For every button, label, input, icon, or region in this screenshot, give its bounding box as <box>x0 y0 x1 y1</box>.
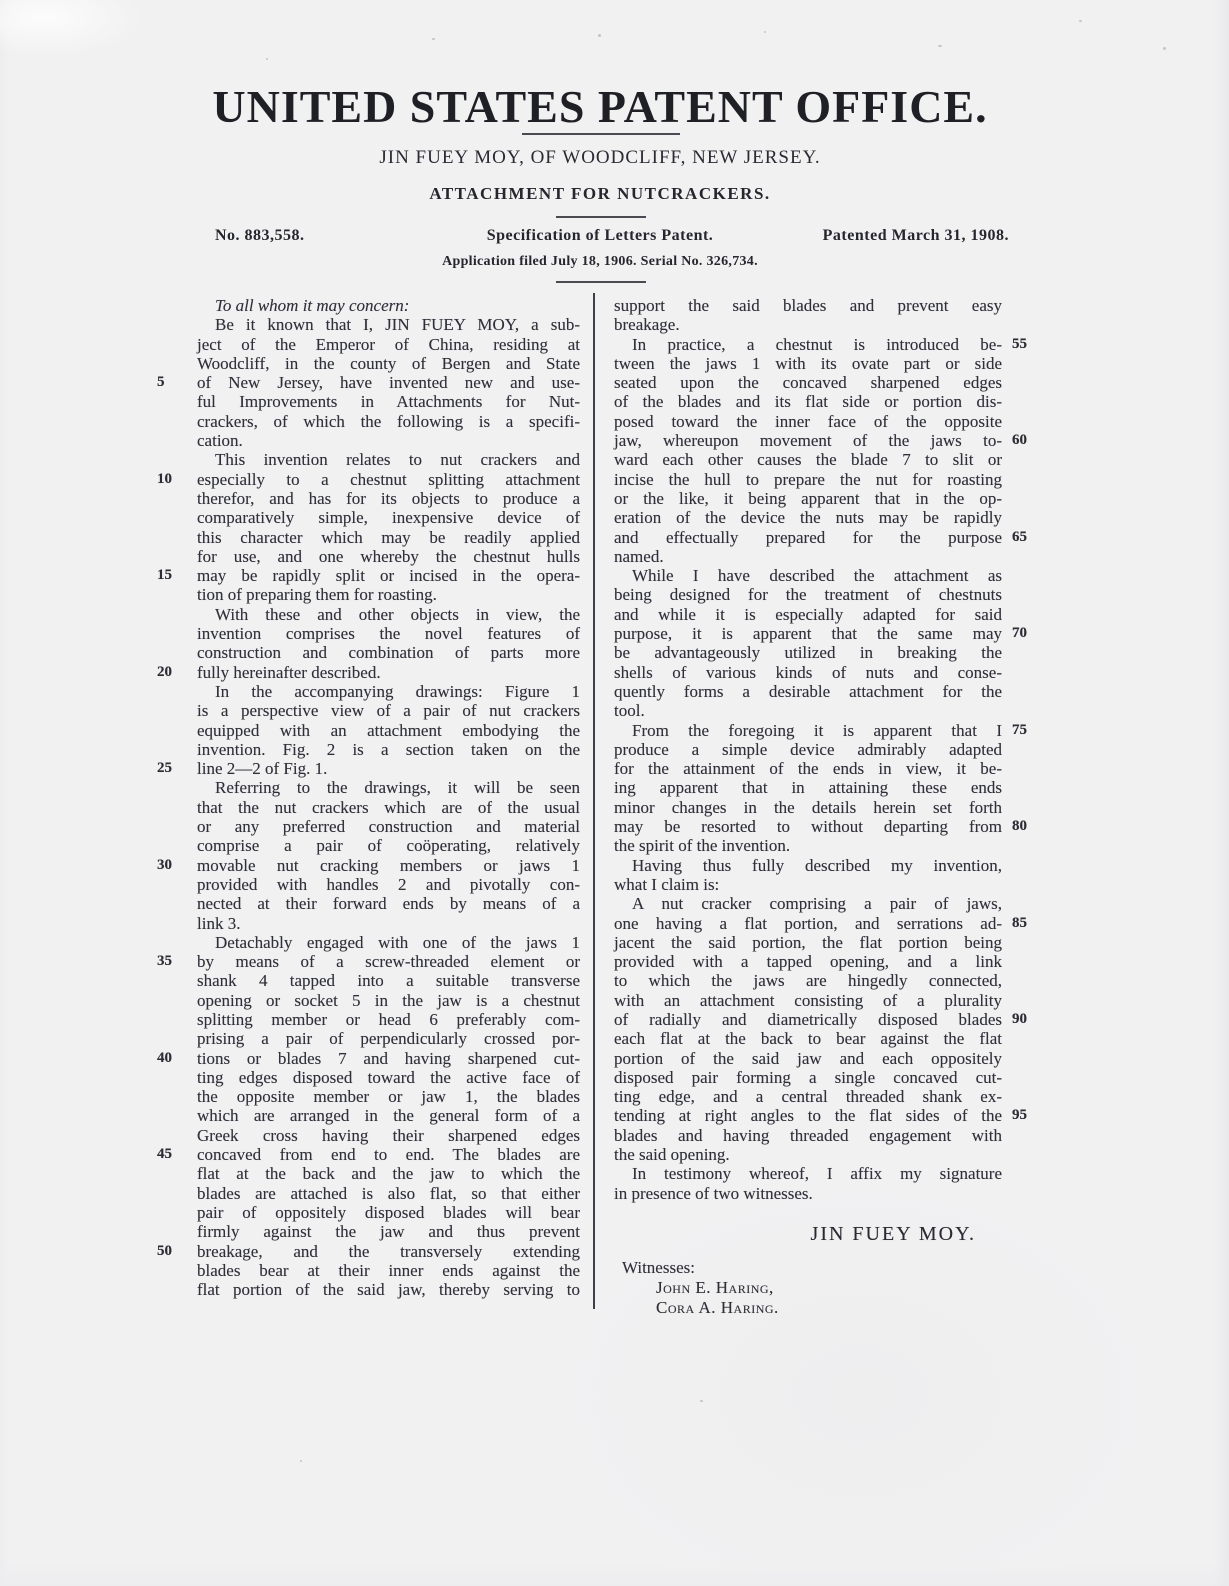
line-number: 40 <box>157 1049 172 1066</box>
text-line: ting edge, and a central threaded shank ex- <box>614 1087 1002 1107</box>
text-line: From the foregoing it is apparent that I 75 <box>614 721 1002 740</box>
text-line: each flat at the back to bear against the flat <box>614 1029 1002 1049</box>
text-line: and while it is especially adapted for said <box>614 604 1002 624</box>
text-line: which are arranged in the general form of a <box>197 1106 580 1126</box>
witness-name: Cora A. Haring. <box>656 1298 779 1318</box>
text-line: fully hereinafter described. 20 <box>157 662 381 682</box>
line-number: 5 <box>157 374 165 391</box>
text-line: provided with handles 2 and pivotally con- <box>197 874 580 894</box>
left-column <box>157 296 580 1300</box>
text-line: Detachably engaged with one of the jaws 1 <box>215 932 580 952</box>
text-line: breakage. <box>614 315 680 335</box>
text-line: eration of the device the nuts may be rapidly <box>614 508 1002 528</box>
text-line: opening or socket 5 in the jaw is a chestnut <box>197 990 580 1010</box>
inventor-line: JIN FUEY MOY, OF WOODCLIFF, NEW JERSEY. <box>379 147 821 168</box>
line-number: 10 <box>157 470 172 487</box>
text-line: tending at right angles to the flat sides of the 95 <box>614 1106 1002 1125</box>
text-line: Woodcliff, in the county of Bergen and State <box>197 353 580 373</box>
text-line: jacent the said portion, the flat portion being <box>614 932 1002 952</box>
text-line: shells of various kinds of nuts and conse- <box>614 662 1002 682</box>
text-line: named. <box>614 546 664 566</box>
text-line: To all whom it may concern: <box>215 296 410 315</box>
text-line: to which the jaws are hingedly connected, <box>614 971 1002 991</box>
text-line: of radially and diametrically disposed blades 90 <box>614 1010 1002 1029</box>
text-line: Be it known that I, JIN FUEY MOY, a sub- <box>215 315 580 335</box>
witnesses-label: Witnesses: <box>622 1257 695 1277</box>
column-divider <box>593 293 595 1309</box>
line-number: 20 <box>157 663 172 680</box>
text-line: may be resorted to without departing from 80 <box>614 817 1002 836</box>
text-line: crackers, of which the following is a specifi- <box>197 411 580 431</box>
line-number: 70 <box>1012 625 1027 642</box>
text-line: disposed pair forming a single concaved cut- <box>614 1067 1002 1087</box>
text-line: ting edges disposed toward the active face of <box>197 1067 580 1087</box>
text-line: for the attainment of the ends in view, it be- <box>614 759 1002 779</box>
witness-name: John E. Haring, <box>656 1277 774 1297</box>
text-line: ject of the Emperor of China, residing at <box>197 334 580 354</box>
line-number: 30 <box>157 856 172 873</box>
text-line: movable nut cracking members or jaws 1 30 <box>157 855 580 875</box>
invention-title: ATTACHMENT FOR NUTCRACKERS. <box>429 184 771 203</box>
text-line: flat at the back and the jaw to which the <box>197 1164 580 1184</box>
text-line: tions or blades 7 and having sharpened cut- 40 <box>157 1048 580 1068</box>
text-line: the said opening. <box>614 1145 730 1165</box>
text-line: being designed for the treatment of chestnuts <box>614 585 1002 605</box>
text-line: this character which may be readily applied <box>197 527 580 547</box>
text-line: or any preferred construction and material <box>197 817 580 837</box>
line-number: 55 <box>1012 335 1027 352</box>
line-number: 90 <box>1012 1010 1027 1027</box>
text-line: invention comprises the novel features of <box>197 624 580 644</box>
text-line: concaved from end to end. The blades are 45 <box>157 1145 580 1165</box>
text-line: comparatively simple, inexpensive device of <box>197 508 580 528</box>
text-line: of the blades and its flat side or portion dis- <box>614 392 1002 412</box>
text-line: is a perspective view of a pair of nut crackers <box>197 701 580 721</box>
right-column-lines <box>614 296 1027 1203</box>
text-line: cation. <box>197 431 243 451</box>
specification-label: Specification of Letters Patent. <box>486 227 714 244</box>
text-line: prising a pair of perpendicularly crossed por- <box>197 1029 580 1049</box>
text-line: invention. Fig. 2 is a section taken on the <box>197 739 580 759</box>
text-line: splitting member or head 6 preferably com- <box>197 1009 580 1029</box>
text-line: tween the jaws 1 with its ovate part or side <box>614 353 1002 373</box>
text-line: line 2—2 of Fig. 1. 25 <box>157 759 328 779</box>
signature-name: JIN FUEY MOY. <box>810 1222 976 1245</box>
line-number: 50 <box>157 1242 172 1259</box>
application-line: Application filed July 18, 1906. Serial No. 326,734. <box>442 254 758 269</box>
text-line: Having thus fully described my invention, <box>632 855 1002 875</box>
text-line: Referring to the drawings, it will be seen <box>215 778 580 798</box>
text-line: blades and having threaded engagement with <box>614 1125 1002 1145</box>
text-line: and effectually prepared for the purpose 65 <box>614 528 1002 547</box>
text-line: quently forms a desirable attachment for the <box>614 681 1002 701</box>
text-line: one having a flat portion, and serrations ad- 85 <box>614 914 1002 933</box>
line-number: 15 <box>157 567 172 584</box>
text-line: tool. <box>614 701 645 721</box>
line-number: 65 <box>1012 528 1027 545</box>
text-line: construction and combination of parts more <box>197 643 580 663</box>
text-line: seated upon the concaved sharpened edges <box>614 373 1002 393</box>
text-line: flat portion of the said jaw, thereby serving to <box>197 1280 580 1300</box>
text-line: While I have described the attachment as <box>632 566 1002 586</box>
text-line: pair of oppositely disposed blades will bear <box>197 1202 580 1222</box>
text-line: comprise a pair of coöperating, relatively <box>197 836 580 856</box>
patented-date: Patented March 31, 1908. <box>822 227 1009 244</box>
line-number: 85 <box>1012 914 1027 931</box>
line-number: 95 <box>1012 1107 1027 1124</box>
text-line: In the accompanying drawings: Figure 1 <box>215 681 580 701</box>
line-number: 35 <box>157 953 172 970</box>
text-line: link 3. <box>197 913 241 933</box>
divider-rule <box>522 133 680 135</box>
text-line: for use, and one whereby the chestnut hulls <box>197 546 580 566</box>
text-line: that the nut crackers which are of the usual <box>197 797 580 817</box>
page-title: UNITED STATES PATENT OFFICE. <box>212 81 988 132</box>
text-line: especially to a chestnut splitting attachment 10 <box>157 469 580 489</box>
line-number: 60 <box>1012 432 1027 449</box>
text-line: nected at their forward ends by means of a <box>197 894 580 914</box>
text-line: blades are attached is also flat, so that either <box>197 1183 580 1203</box>
text-line: ing apparent that in attaining these ends <box>614 778 1002 798</box>
text-line: In practice, a chestnut is introduced be- 55 <box>614 335 1002 354</box>
text-line: what I claim is: <box>614 874 720 894</box>
text-line: shank 4 tapped into a suitable transverse <box>197 971 580 991</box>
patent-number: No. 883,558. <box>215 227 305 244</box>
line-number: 45 <box>157 1146 172 1163</box>
text-line: therefor, and has for its objects to produce a <box>197 488 580 508</box>
text-line: jaw, whereupon movement of the jaws to- 60 <box>614 431 1002 450</box>
divider-rule <box>556 216 646 218</box>
text-line: ward each other causes the blade 7 to slit or <box>614 450 1002 470</box>
text-line: the opposite member or jaw 1, the blades <box>197 1087 580 1107</box>
text-line: support the said blades and prevent easy <box>614 296 1002 315</box>
text-line: In testimony whereof, I affix my signature <box>632 1164 1002 1184</box>
text-line: of New Jersey, have invented new and use- 5 <box>157 373 580 393</box>
text-line: A nut cracker comprising a pair of jaws, <box>632 894 1002 914</box>
text-line: by means of a screw-threaded element or 35 <box>157 952 580 972</box>
text-line: produce a simple device admirably adapted <box>614 739 1002 759</box>
line-number: 80 <box>1012 818 1027 835</box>
text-line: purpose, it is apparent that the same may 70 <box>614 624 1002 643</box>
line-number: 75 <box>1012 721 1027 738</box>
text-line: ful Improvements in Attachments for Nut- <box>197 392 580 412</box>
text-line: in presence of two witnesses. <box>614 1183 813 1203</box>
patent-meta-row <box>0 227 1229 247</box>
text-line: With these and other objects in view, the <box>215 604 580 624</box>
divider-rule <box>556 281 646 283</box>
text-line: or the like, it being apparent that in the op- <box>614 488 1002 508</box>
text-line: posed toward the inner face of the opposite <box>614 411 1002 431</box>
text-line: blades bear at their inner ends against the <box>197 1260 580 1280</box>
text-line: breakage, and the transversely extending 50 <box>157 1241 580 1261</box>
text-line: incise the hull to prepare the nut for roasting <box>614 469 1002 489</box>
text-line: tion of preparing them for roasting. <box>197 585 437 605</box>
text-line: equipped with an attachment embodying the <box>197 720 580 740</box>
text-line: Greek cross having their sharpened edges <box>197 1125 580 1145</box>
text-line: the spirit of the invention. <box>614 836 791 856</box>
text-line: firmly against the jaw and thus prevent <box>197 1222 580 1242</box>
text-line: be advantageously utilized in breaking the <box>614 643 1002 663</box>
text-line: with an attachment consisting of a plurality <box>614 990 1002 1010</box>
text-line: This invention relates to nut crackers and <box>215 450 580 470</box>
text-line: portion of the said jaw and each oppositely <box>614 1048 1002 1068</box>
text-line: minor changes in the details herein set forth <box>614 797 1002 817</box>
right-column <box>614 296 1027 1319</box>
line-number: 25 <box>157 760 172 777</box>
text-line: provided with a tapped opening, and a link <box>614 952 1002 972</box>
text-line: may be rapidly split or incised in the opera- 15 <box>157 566 580 586</box>
